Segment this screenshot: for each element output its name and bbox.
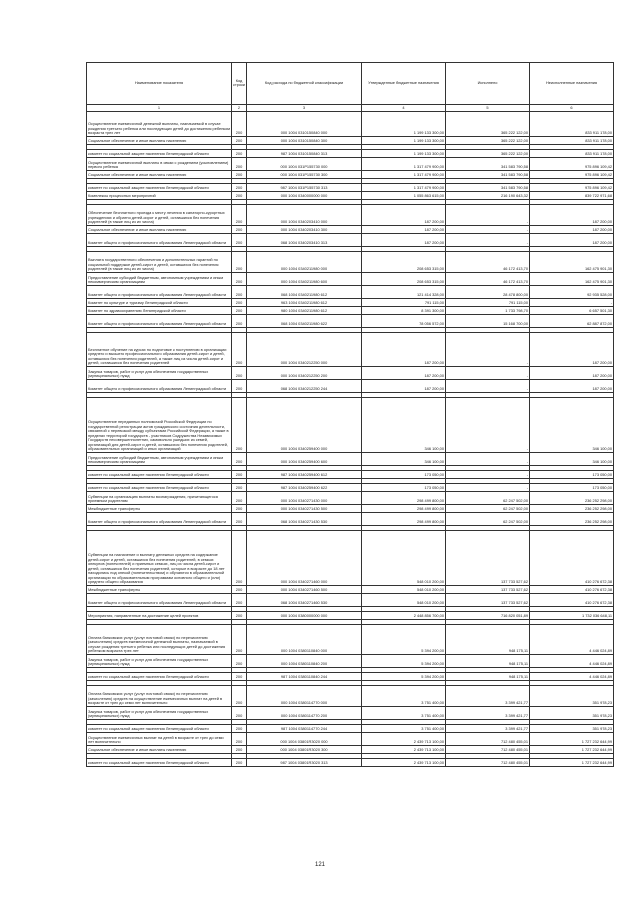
cell-unexecuted: 346 100,00 [530, 398, 614, 453]
cell-indicator-name: Комитет общего и профессионального образования Ленинградской области [87, 380, 232, 393]
cell-unexecuted: 187 200,00 [530, 226, 614, 234]
cell-indicator-name: Социальное обеспечение и иные выплаты населению [87, 746, 232, 754]
cell-indicator-name: комитет по социальной защите населения Ленинградской области [87, 673, 232, 681]
cell-approved: 187 200,00 [362, 205, 446, 226]
cell-expense-code: 068 1004 0340212250 244 [247, 380, 362, 393]
table-row [87, 205, 614, 226]
cell-executed: - [446, 453, 530, 466]
cell-unexecuted: 236 252 298,00 [530, 505, 614, 513]
cell-indicator-name: Осуществление ежемесячной выплаты в связи с рождением (усыновлением) первого ребенка [87, 158, 232, 171]
table-row [87, 307, 614, 315]
cell-indicator-name: Предоставление субсидий бюджетным, автономным учреждениям и иным некоммерческим организациям [87, 453, 232, 466]
cell-approved: 121 414 328,00 [362, 286, 446, 299]
cell-executed: 791 115,00 [446, 299, 530, 307]
budget-report-sheet [86, 62, 613, 767]
table-row [87, 707, 614, 720]
header-executed: Исполнено [446, 63, 530, 105]
cell-line-code: 200 [232, 505, 247, 513]
cell-executed: 137 733 527,62 [446, 531, 530, 586]
cell-line-code: 200 [232, 655, 247, 668]
cell-approved: 791 115,00 [362, 299, 446, 307]
cell-unexecuted: 833 911 178,00 [530, 112, 614, 137]
cell-executed: 365 222 122,00 [446, 137, 530, 145]
table-row [87, 471, 614, 479]
cell-unexecuted: 162 475 901,30 [530, 252, 614, 273]
table-row [87, 453, 614, 466]
cell-executed: 137 733 527,62 [446, 586, 530, 594]
cell-expense-code: 987 1004 031Р155730 313 [247, 184, 362, 192]
cell-unexecuted: 4 446 024,89 [530, 673, 614, 681]
cell-expense-code: 068 1004 0340203410 313 [247, 234, 362, 247]
cell-line-code: 200 [232, 746, 247, 754]
cell-line-code: 200 [232, 252, 247, 273]
cell-indicator-name: Социальное обеспечение и иные выплаты населению [87, 137, 232, 145]
cell-indicator-name: Осуществление переданных полномочий Российской Федерации по государственной регистрации актов гражданского состояния деятельности, связанной с перевозкой между субъектами Российской Федерации, а также в пределах территорий государств - участников Содружества Независимых Государств несовершеннолетних, самовольно ушедших из семей, организаций для детей-сирот и детей, оставшихся без попечения родителей, образовательных организаций и иных организаций [87, 398, 232, 453]
cell-executed: - [446, 398, 530, 453]
cell-approved: 2 448 856 700,00 [362, 612, 446, 620]
cell-approved: 548 010 200,00 [362, 531, 446, 586]
table-row [87, 333, 614, 367]
cell-approved: 1 199 133 300,00 [362, 137, 446, 145]
cell-approved: 187 200,00 [362, 367, 446, 380]
cell-line-code: 200 [232, 112, 247, 137]
cell-unexecuted: 975 896 109,42 [530, 184, 614, 192]
cell-indicator-name: комитет по социальной защите населения Ленинградской области [87, 759, 232, 767]
cell-line-code: 200 [232, 513, 247, 526]
cell-line-code: 200 [232, 299, 247, 307]
cell-approved: 173 050,00 [362, 484, 446, 492]
table-row [87, 184, 614, 192]
cell-expense-code: 000 1004 0380110840 200 [247, 655, 362, 668]
cell-approved: 346 100,00 [362, 453, 446, 466]
cell-indicator-name: Комитет общего и профессионального образования Ленинградской области [87, 234, 232, 247]
cell-executed: 712 480 455,01 [446, 733, 530, 746]
cell-approved: 346 100,00 [362, 398, 446, 453]
cell-line-code: 200 [232, 286, 247, 299]
cell-indicator-name: Субвенции на назначение и выплату денежных средств на содержание детей-сирот и детей, оставшихся без попечения родителей, в семьях опекунов (попечителей) и приемных семьях, лиц из числа детей-сирот и детей, оставшихся без попечения родителей, которые в возрасте до 18 лет находились под опекой (попечительством) и обучаются в образовательной организации по образовательным программам основного общего и (или) среднего общего образования [87, 531, 232, 586]
cell-line-code: 200 [232, 625, 247, 655]
cell-unexecuted: 346 100,00 [530, 453, 614, 466]
cell-executed: 3 399 421,77 [446, 707, 530, 720]
cell-expense-code: 000 1004 031Р155730 300 [247, 171, 362, 179]
cell-line-code: 200 [232, 367, 247, 380]
cell-indicator-name: Оплата банковских услуг (услуг почтовой связи) по перечислению (зачислению) средств ежемесячной денежной выплаты, назначаемой в случае рождения третьего ребенка или последующих детей до достижения ребенком возраста трех лет [87, 625, 232, 655]
cell-unexecuted: 187 200,00 [530, 205, 614, 226]
cell-expense-code: 000 1004 0380114770 000 [247, 686, 362, 707]
cell-unexecuted: 92 935 528,00 [530, 286, 614, 299]
cell-line-code: 200 [232, 398, 247, 453]
cell-expense-code: 987 1004 0340259400 612 [247, 471, 362, 479]
header-unexecuted: Неисполненные назначения [530, 63, 614, 105]
cell-expense-code: 000 1004 031Р155730 000 [247, 158, 362, 171]
cell-expense-code: 000 1004 0340211980 600 [247, 273, 362, 286]
table-row [87, 273, 614, 286]
cell-executed: 15 168 700,00 [446, 315, 530, 328]
cell-line-code: 200 [232, 226, 247, 234]
cell-executed: 341 583 790,58 [446, 184, 530, 192]
column-number-row [87, 104, 614, 112]
table-row [87, 586, 614, 594]
cell-executed: - [446, 234, 530, 247]
cell-expense-code: 000 1004 0340271460 000 [247, 531, 362, 586]
cell-indicator-name: Мероприятия, направленные на достижение целей проектов [87, 612, 232, 620]
table-row [87, 252, 614, 273]
cell-approved: 1 199 133 300,00 [362, 112, 446, 137]
table-row [87, 746, 614, 754]
cell-indicator-name: Бесплатное обучение на курсах по подготовке к поступлению в организации среднего и высшего профессионального образования детей-сирот и детей, оставшихся без попечения родителей, а также лиц из числа детей-сирот и детей, оставшихся без попечения родителей [87, 333, 232, 367]
table-row [87, 625, 614, 655]
cell-executed: 948 175,11 [446, 655, 530, 668]
header-line-code: Код строки [232, 63, 247, 105]
cell-line-code: 200 [232, 707, 247, 720]
table-row [87, 759, 614, 767]
cell-unexecuted: 839 722 971,68 [530, 192, 614, 200]
cell-line-code: 200 [232, 380, 247, 393]
cell-expense-code: 000 1004 0380000000 000 [247, 612, 362, 620]
cell-line-code: 200 [232, 158, 247, 171]
table-row [87, 733, 614, 746]
cell-expense-code: 000 1004 0340271460 500 [247, 586, 362, 594]
table-row [87, 673, 614, 681]
cell-approved: 187 200,00 [362, 234, 446, 247]
cell-indicator-name: комитет по социальной защите населения Ленинградской области [87, 725, 232, 733]
table-row [87, 112, 614, 137]
cell-line-code: 200 [232, 686, 247, 707]
cell-indicator-name: Закупка товаров, работ и услуг для обеспечения государственных (муниципальных) нужд [87, 655, 232, 668]
cell-indicator-name: Осуществление ежемесячной денежной выплаты, назначаемой в случае рождения третьего ребенка или последующих детей до достижения ребенком возраста трех лет [87, 112, 232, 137]
cell-unexecuted: 351 978,23 [530, 725, 614, 733]
cell-approved: 2 439 713 100,00 [362, 733, 446, 746]
cell-approved: 5 394 200,00 [362, 625, 446, 655]
cell-approved: 1 199 133 300,00 [362, 150, 446, 158]
cell-line-code: 200 [232, 273, 247, 286]
cell-approved: 298 499 800,00 [362, 492, 446, 505]
cell-unexecuted: 351 978,23 [530, 686, 614, 707]
table-row [87, 286, 614, 299]
cell-executed: 716 820 051,89 [446, 612, 530, 620]
cell-approved: 548 010 200,00 [362, 586, 446, 594]
cell-line-code: 200 [232, 471, 247, 479]
cell-unexecuted: 173 050,00 [530, 471, 614, 479]
cell-indicator-name: Социальное обеспечение и иные выплаты населению [87, 171, 232, 179]
cell-expense-code: 000 1004 0340000000 000 [247, 192, 362, 200]
cell-unexecuted: 975 896 109,42 [530, 158, 614, 171]
cell-executed: 948 175,11 [446, 673, 530, 681]
cell-line-code: 200 [232, 315, 247, 328]
table-row [87, 234, 614, 247]
cell-executed: 341 583 790,58 [446, 158, 530, 171]
cell-executed: - [446, 484, 530, 492]
cell-indicator-name: Осуществление ежемесячных выплат на детей в возрасте от трех до семи лет включительно [87, 733, 232, 746]
cell-expense-code: 068 1004 0340211980 622 [247, 315, 362, 328]
cell-executed: 3 399 421,77 [446, 686, 530, 707]
cell-approved: 187 200,00 [362, 380, 446, 393]
cell-executed: 216 190 643,32 [446, 192, 530, 200]
table-row [87, 150, 614, 158]
cell-approved: 208 653 315,00 [362, 252, 446, 273]
cell-approved: 298 499 800,00 [362, 505, 446, 513]
cell-expense-code: 068 1004 0340271460 530 [247, 594, 362, 607]
cell-line-code: 200 [232, 333, 247, 367]
cell-unexecuted: 187 200,00 [530, 380, 614, 393]
cell-indicator-name: Социальное обеспечение и иные выплаты населению [87, 226, 232, 234]
cell-expense-code: 980 1004 0340211980 612 [247, 307, 362, 315]
cell-expense-code: 000 1004 0340212250 200 [247, 367, 362, 380]
cell-line-code: 200 [232, 673, 247, 681]
cell-indicator-name: Межбюджетные трансферты [87, 505, 232, 513]
cell-unexecuted: - [530, 299, 614, 307]
cell-executed: 62 247 502,00 [446, 505, 530, 513]
cell-indicator-name: Закупка товаров, работ и услуг для обеспечения государственных (муниципальных) нужд [87, 707, 232, 720]
cell-executed: - [446, 380, 530, 393]
cell-line-code: 200 [232, 184, 247, 192]
cell-executed: 365 222 122,00 [446, 150, 530, 158]
cell-unexecuted: 236 252 298,00 [530, 492, 614, 505]
table-row [87, 299, 614, 307]
cell-executed: 365 222 122,00 [446, 112, 530, 137]
cell-expense-code: 000 1004 0340212250 000 [247, 333, 362, 367]
cell-expense-code: 000 1004 03801R3020 000 [247, 733, 362, 746]
budget-execution-table [86, 62, 614, 767]
cell-indicator-name: Комитет общего и профессионального образования Ленинградской области [87, 594, 232, 607]
table-row [87, 158, 614, 171]
cell-indicator-name: Межбюджетные трансферты [87, 586, 232, 594]
cell-approved: 548 010 200,00 [362, 594, 446, 607]
page-number: 121 [314, 862, 325, 868]
table-row [87, 655, 614, 668]
cell-line-code: 200 [232, 453, 247, 466]
cell-line-code: 200 [232, 725, 247, 733]
table-row [87, 192, 614, 200]
cell-unexecuted: 4 446 024,89 [530, 625, 614, 655]
cell-executed: - [446, 333, 530, 367]
cell-approved: 208 653 315,00 [362, 273, 446, 286]
col-number: 1 [87, 104, 232, 112]
cell-unexecuted: 1 727 232 644,99 [530, 746, 614, 754]
cell-indicator-name: Комплексы процессных мероприятий [87, 192, 232, 200]
table-header-row [87, 63, 614, 105]
cell-approved: 187 200,00 [362, 333, 446, 367]
cell-approved: 173 050,00 [362, 471, 446, 479]
cell-line-code: 200 [232, 531, 247, 586]
cell-expense-code: 000 1004 0380110840 000 [247, 625, 362, 655]
cell-expense-code: 987 1004 0380110840 244 [247, 673, 362, 681]
cell-expense-code: 987 1004 0340259400 622 [247, 484, 362, 492]
cell-expense-code: 000 1004 0380114770 200 [247, 707, 362, 720]
cell-approved: 3 751 400,00 [362, 686, 446, 707]
cell-executed: 62 247 502,00 [446, 492, 530, 505]
cell-approved: 3 751 400,00 [362, 707, 446, 720]
cell-executed: 712 480 455,01 [446, 759, 530, 767]
table-row [87, 398, 614, 453]
cell-line-code: 200 [232, 205, 247, 226]
cell-approved: 1 317 479 900,00 [362, 184, 446, 192]
cell-expense-code: 068 1004 0340211980 612 [247, 286, 362, 299]
cell-line-code: 200 [232, 586, 247, 594]
table-row [87, 594, 614, 607]
table-row [87, 171, 614, 179]
table-row [87, 380, 614, 393]
cell-executed: - [446, 226, 530, 234]
cell-line-code: 200 [232, 594, 247, 607]
cell-executed: 28 478 800,00 [446, 286, 530, 299]
cell-expense-code: 000 1004 0340211980 000 [247, 252, 362, 273]
cell-unexecuted: 173 050,00 [530, 484, 614, 492]
cell-approved: 298 499 800,00 [362, 513, 446, 526]
cell-line-code: 200 [232, 612, 247, 620]
cell-indicator-name: Выплата государственного обеспечения и дополнительных гарантий по социальной поддержке детей-сирот и детей, оставшихся без попечения родителей (в также лиц из их числа) [87, 252, 232, 273]
cell-indicator-name: комитет по социальной защите населения Ленинградской области [87, 484, 232, 492]
cell-indicator-name: Комитет по здравоохранению Ленинградской области [87, 307, 232, 315]
cell-line-code: 200 [232, 150, 247, 158]
cell-expense-code: 000 1004 0340271430 000 [247, 492, 362, 505]
cell-unexecuted: 410 276 672,38 [530, 594, 614, 607]
cell-expense-code: 987 1004 0310150840 313 [247, 150, 362, 158]
table-row [87, 492, 614, 505]
cell-unexecuted: 187 200,00 [530, 234, 614, 247]
table-row [87, 505, 614, 513]
cell-executed: 3 399 421,77 [446, 725, 530, 733]
cell-line-code: 200 [232, 137, 247, 145]
col-number: 2 [232, 104, 247, 112]
cell-expense-code: 000 1004 0310150840 000 [247, 112, 362, 137]
cell-approved: 1 055 863 615,00 [362, 192, 446, 200]
cell-unexecuted: 410 276 672,38 [530, 586, 614, 594]
cell-indicator-name: Закупка товаров, работ и услуг для обеспечения государственных (муниципальных) нужд [87, 367, 232, 380]
header-expense-code: Код расхода по бюджетной классификации [247, 63, 362, 105]
cell-approved: 187 200,00 [362, 226, 446, 234]
cell-line-code: 200 [232, 733, 247, 746]
cell-expense-code: 000 1004 0340271430 500 [247, 505, 362, 513]
cell-approved: 2 439 713 100,00 [362, 746, 446, 754]
cell-expense-code: 000 1004 0340203410 300 [247, 226, 362, 234]
cell-approved: 78 056 572,00 [362, 315, 446, 328]
cell-unexecuted: 1 727 232 644,99 [530, 733, 614, 746]
cell-unexecuted: 351 978,23 [530, 707, 614, 720]
cell-expense-code: 987 1004 03801R3020 313 [247, 759, 362, 767]
cell-expense-code: 963 1004 0340211980 612 [247, 299, 362, 307]
col-number: 4 [362, 104, 446, 112]
table-body [87, 112, 614, 767]
cell-indicator-name: Обеспечение бесплатного проезда к месту лечения в санаторно-курортных учреждениях и обратно детей-сирот и детей, оставшихся без попечения родителей (в также лиц из их числа) [87, 205, 232, 226]
cell-executed: - [446, 471, 530, 479]
cell-unexecuted: 410 276 672,38 [530, 531, 614, 586]
table-row [87, 315, 614, 328]
header-indicator-name: Наименование показателя [87, 63, 232, 105]
table-row [87, 367, 614, 380]
cell-indicator-name: Предоставление субсидий бюджетным, автономным учреждениям и иным некоммерческим организациям [87, 273, 232, 286]
cell-line-code: 200 [232, 234, 247, 247]
cell-unexecuted: 975 896 109,42 [530, 171, 614, 179]
cell-unexecuted: 833 911 178,00 [530, 137, 614, 145]
cell-executed: 712 480 455,01 [446, 746, 530, 754]
col-number: 5 [446, 104, 530, 112]
cell-indicator-name: комитет по социальной защите населения Ленинградской области [87, 471, 232, 479]
cell-unexecuted: 187 200,00 [530, 333, 614, 367]
cell-unexecuted: 236 252 298,00 [530, 513, 614, 526]
cell-indicator-name: Комитет общего и профессионального образования Ленинградской области [87, 513, 232, 526]
table-row [87, 725, 614, 733]
cell-indicator-name: комитет по социальной защите населения Ленинградской области [87, 184, 232, 192]
cell-indicator-name: Оплата банковских услуг (услуг почтовой связи) по перечислению (зачислению) средств на осуществление ежемесячных выплат на детей в возрасте от трех до семи лет включительно [87, 686, 232, 707]
cell-executed: - [446, 205, 530, 226]
cell-approved: 5 394 200,00 [362, 655, 446, 668]
table-row [87, 513, 614, 526]
cell-unexecuted: 1 732 036 648,11 [530, 612, 614, 620]
cell-expense-code: 068 1004 0340271430 530 [247, 513, 362, 526]
cell-expense-code: 000 1004 0340203410 000 [247, 205, 362, 226]
cell-approved: 1 317 479 900,00 [362, 158, 446, 171]
table-row [87, 531, 614, 586]
col-number: 6 [530, 104, 614, 112]
cell-approved: 8 391 300,00 [362, 307, 446, 315]
cell-unexecuted: 1 727 232 644,99 [530, 759, 614, 767]
cell-unexecuted: 6 657 501,30 [530, 307, 614, 315]
cell-indicator-name: Субвенции на организацию выплаты вознаграждения, причитающегося приемным родителям [87, 492, 232, 505]
cell-unexecuted: 4 446 024,89 [530, 655, 614, 668]
cell-expense-code: 000 1004 0340259400 600 [247, 453, 362, 466]
cell-approved: 2 439 713 100,00 [362, 759, 446, 767]
cell-expense-code: 000 1004 03801R3020 300 [247, 746, 362, 754]
header-approved: Утвержденные бюджетные назначения [362, 63, 446, 105]
cell-executed: 1 733 798,70 [446, 307, 530, 315]
cell-expense-code: 000 1004 0310150840 300 [247, 137, 362, 145]
table-row [87, 484, 614, 492]
cell-unexecuted: 187 200,00 [530, 367, 614, 380]
cell-unexecuted: 833 911 178,00 [530, 150, 614, 158]
table-row [87, 686, 614, 707]
col-number: 3 [247, 104, 362, 112]
cell-line-code: 200 [232, 492, 247, 505]
cell-indicator-name: Комитет общего и профессионального образования Ленинградской области [87, 315, 232, 328]
cell-executed: 46 172 413,70 [446, 252, 530, 273]
cell-executed: 948 175,11 [446, 625, 530, 655]
cell-executed: 137 733 527,62 [446, 594, 530, 607]
cell-expense-code: 000 1004 0340259400 000 [247, 398, 362, 453]
cell-executed: 62 247 502,00 [446, 513, 530, 526]
cell-executed: 46 172 413,70 [446, 273, 530, 286]
cell-line-code: 200 [232, 484, 247, 492]
table-row [87, 137, 614, 145]
cell-line-code: 200 [232, 759, 247, 767]
cell-indicator-name: комитет по социальной защите населения Ленинградской области [87, 150, 232, 158]
cell-indicator-name: Комитет общего и профессионального образования Ленинградской области [87, 286, 232, 299]
cell-indicator-name: Комитет по культуре и туризму Ленинградской области [87, 299, 232, 307]
cell-executed: - [446, 367, 530, 380]
cell-expense-code: 987 1004 0380114770 244 [247, 725, 362, 733]
cell-approved: 3 751 400,00 [362, 725, 446, 733]
table-row [87, 612, 614, 620]
cell-approved: 5 394 200,00 [362, 673, 446, 681]
table-row [87, 226, 614, 234]
cell-line-code: 200 [232, 307, 247, 315]
cell-approved: 1 317 479 900,00 [362, 171, 446, 179]
cell-line-code: 200 [232, 192, 247, 200]
cell-unexecuted: 162 475 901,30 [530, 273, 614, 286]
cell-line-code: 200 [232, 171, 247, 179]
cell-unexecuted: 62 887 872,00 [530, 315, 614, 328]
cell-executed: 341 583 790,58 [446, 171, 530, 179]
